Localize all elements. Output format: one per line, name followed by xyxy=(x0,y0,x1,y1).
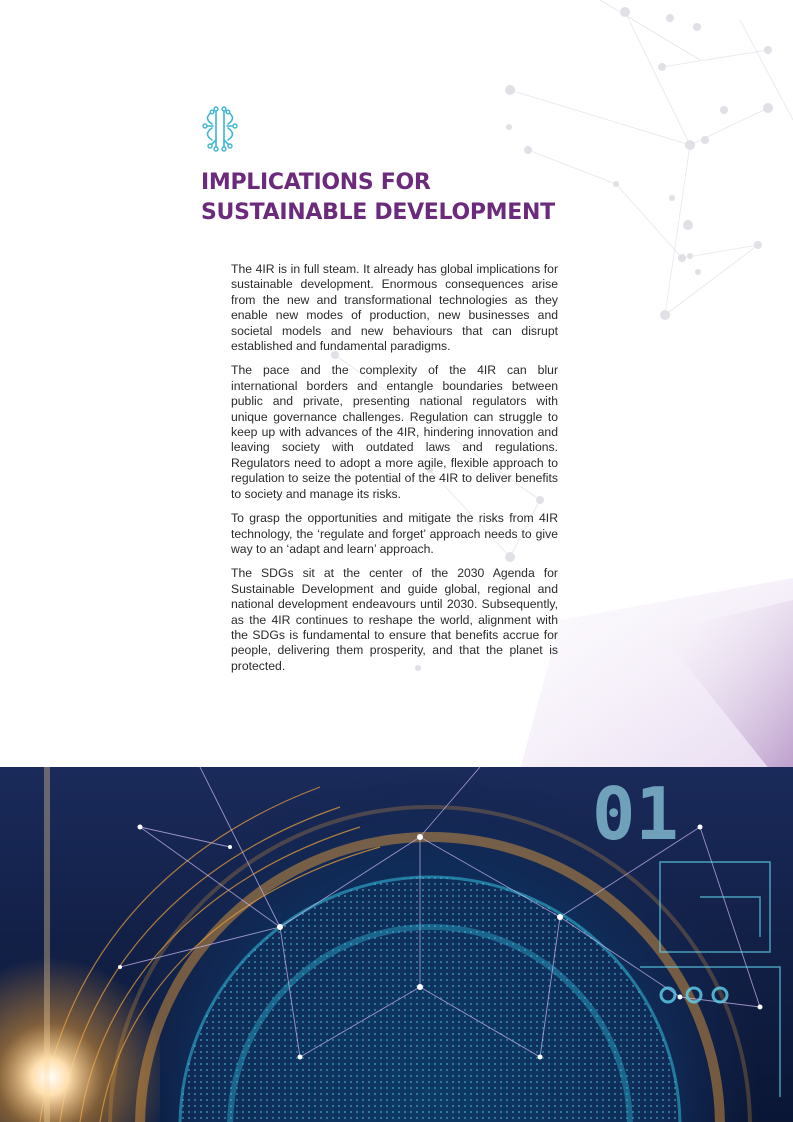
body-text xyxy=(231,262,558,683)
page-title: IMPLICATIONS FOR SUSTAINABLE DEVELOPMENT xyxy=(201,170,555,225)
paragraph: The SDGs sit at the center of the 2030 Agenda for Sustainable Development and guide global, regional and national development endeavours until 2030. Subsequently, as the 4IR continues to reshape the world, alignment with the SDGs is fundamental to ensure that benefits accrue for people, delivering them prosperity, and that the planet is protected. xyxy=(231,566,558,673)
paragraph: To grasp the opportunities and mitigate the risks from 4IR technology, the ‘regulate and forget’ approach needs to give way to an ‘adapt and learn’ approach. xyxy=(231,511,558,556)
digital-globe-image xyxy=(0,767,793,1122)
paragraph: The 4IR is in full steam. It already has global implications for sustainable development. Enormous consequences arise from the new and transformational technologies as they enable new modes of production, new businesses and societal models and new behaviours that can disrupt established and fundamental paradigms. xyxy=(231,262,558,354)
paragraph: The pace and the complexity of the 4IR can blur international borders and entangle boundaries between public and private, presenting national regulators with unique governance challenges. Regulation can struggle to keep up with advances of the 4IR, hindering innovation and leaving society with outdated laws and regulations. Regulators need to adopt a more agile, flexible approach to regulation to seize the potential of the 4IR to deliver benefits to society and manage its risks. xyxy=(231,363,558,501)
circuit-chip-icon xyxy=(202,106,238,152)
hero-digits: 01 xyxy=(592,772,679,856)
